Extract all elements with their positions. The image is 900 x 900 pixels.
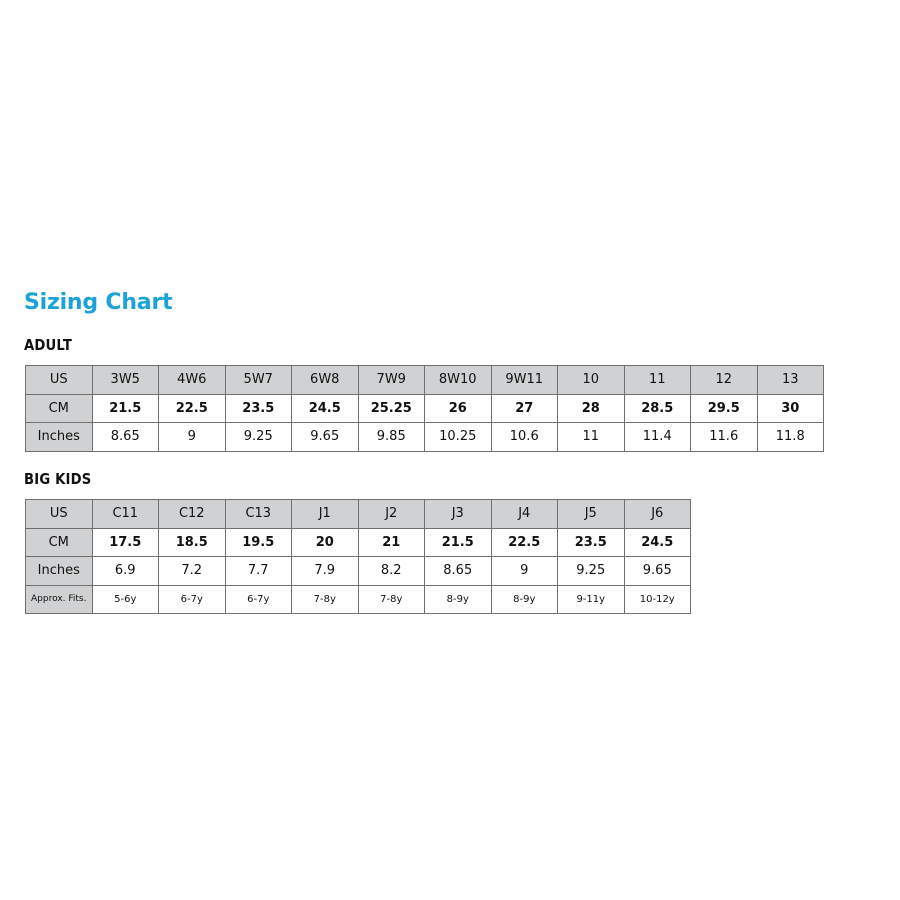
table-cell: 26 <box>425 394 492 423</box>
table-cell: 4W6 <box>159 366 226 395</box>
table-cell: C11 <box>92 500 159 529</box>
table-cell: 24.5 <box>292 394 359 423</box>
table-cell: 11 <box>558 423 625 452</box>
table-cell: 8-9y <box>425 585 492 614</box>
table-cell: 9.85 <box>358 423 425 452</box>
table-cell: 9.25 <box>558 557 625 586</box>
table-row-us <box>26 500 691 529</box>
table-cell: 10.25 <box>425 423 492 452</box>
table-cell: 7.2 <box>159 557 226 586</box>
page-title: Sizing Chart <box>24 290 173 315</box>
table-cell: 6W8 <box>292 366 359 395</box>
row-label-fits: Approx. Fits. <box>26 585 93 614</box>
table-cell: 10 <box>558 366 625 395</box>
row-label-us: US <box>26 500 93 529</box>
table-cell: 6-7y <box>225 585 292 614</box>
table-cell: 28 <box>558 394 625 423</box>
table-cell: 10-12y <box>624 585 691 614</box>
table-cell: 21.5 <box>425 528 492 557</box>
table-cell: 7-8y <box>292 585 359 614</box>
table-cell: 9.65 <box>624 557 691 586</box>
table-cell: 25.25 <box>358 394 425 423</box>
row-label-cm: CM <box>26 528 93 557</box>
big-kids-section-label: BIG KIDS <box>24 470 92 488</box>
table-cell: 7.9 <box>292 557 359 586</box>
table-cell: J2 <box>358 500 425 529</box>
table-cell: 30 <box>757 394 824 423</box>
table-cell: 21 <box>358 528 425 557</box>
table-cell: 21.5 <box>92 394 159 423</box>
table-cell: 8W10 <box>425 366 492 395</box>
table-cell: 20 <box>292 528 359 557</box>
table-cell: 29.5 <box>691 394 758 423</box>
table-cell: J5 <box>558 500 625 529</box>
table-cell: 11.6 <box>691 423 758 452</box>
table-row-us <box>26 366 824 395</box>
row-label-inches: Inches <box>26 423 93 452</box>
row-label-inches: Inches <box>26 557 93 586</box>
table-cell: J4 <box>491 500 558 529</box>
table-cell: 9 <box>159 423 226 452</box>
table-cell: 19.5 <box>225 528 292 557</box>
row-label-us: US <box>26 366 93 395</box>
table-cell: 9 <box>491 557 558 586</box>
table-row-cm <box>26 394 824 423</box>
table-cell: 11.8 <box>757 423 824 452</box>
table-cell: J6 <box>624 500 691 529</box>
table-cell: J3 <box>425 500 492 529</box>
table-cell: 10.6 <box>491 423 558 452</box>
table-cell: 9.65 <box>292 423 359 452</box>
table-cell: 28.5 <box>624 394 691 423</box>
table-row-fits <box>26 585 691 614</box>
table-row-inches <box>26 557 691 586</box>
table-cell: 9W11 <box>491 366 558 395</box>
table-cell: 5-6y <box>92 585 159 614</box>
table-cell: 23.5 <box>558 528 625 557</box>
table-cell: 22.5 <box>491 528 558 557</box>
table-cell: 13 <box>757 366 824 395</box>
table-cell: 5W7 <box>225 366 292 395</box>
adult-size-table <box>25 365 824 452</box>
table-cell: 6-7y <box>159 585 226 614</box>
table-cell: J1 <box>292 500 359 529</box>
table-cell: 3W5 <box>92 366 159 395</box>
table-cell: 8.2 <box>358 557 425 586</box>
table-cell: 11.4 <box>624 423 691 452</box>
row-label-cm: CM <box>26 394 93 423</box>
table-cell: C12 <box>159 500 226 529</box>
table-cell: 7W9 <box>358 366 425 395</box>
table-cell: 17.5 <box>92 528 159 557</box>
adult-section-label: ADULT <box>24 336 73 354</box>
table-cell: 8.65 <box>92 423 159 452</box>
table-cell: 9-11y <box>558 585 625 614</box>
table-cell: 11 <box>624 366 691 395</box>
table-cell: 6.9 <box>92 557 159 586</box>
table-cell: 8-9y <box>491 585 558 614</box>
table-cell: 7.7 <box>225 557 292 586</box>
table-cell: 22.5 <box>159 394 226 423</box>
table-row-cm <box>26 528 691 557</box>
table-row-inches <box>26 423 824 452</box>
table-cell: 18.5 <box>159 528 226 557</box>
table-cell: 9.25 <box>225 423 292 452</box>
table-cell: 23.5 <box>225 394 292 423</box>
table-cell: 12 <box>691 366 758 395</box>
table-cell: 27 <box>491 394 558 423</box>
table-cell: C13 <box>225 500 292 529</box>
table-cell: 8.65 <box>425 557 492 586</box>
big-kids-size-table <box>25 499 691 614</box>
table-cell: 24.5 <box>624 528 691 557</box>
table-cell: 7-8y <box>358 585 425 614</box>
